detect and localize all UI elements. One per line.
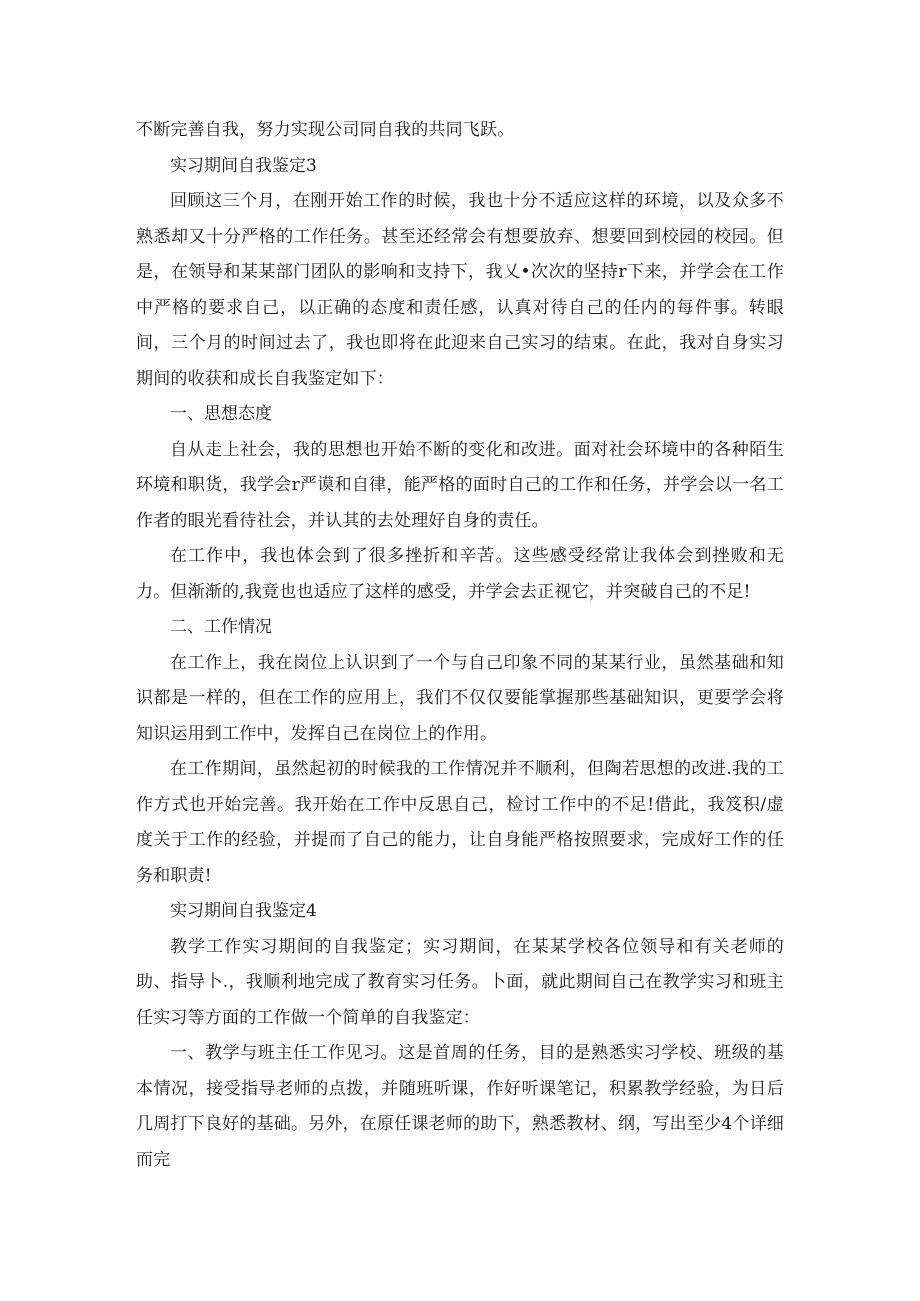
- paragraph-attitude: 自从走上社会，我的思想也开始不断的变化和改进。面对社会环境中的各种陌生环境和职货，我学会r严谟和自律，能严格的面时自己的工作和任务，并学会以一名工作者的眼光看待社会，并认其的去处理好自身的责任。: [136, 439, 784, 531]
- paragraph-work-position: 在工作上，我在岗位上认识到了一个与自己印象不同的某某行业，虽然基础和知识都是一样的，但在工作的应用上，我们不仅仅要能掌握那些基础知识，更要学会将知识运用到工作中，发挥自己在岗位上的作用。: [136, 652, 784, 744]
- subheading-work: 二、工作情况: [170, 617, 272, 637]
- paragraph-continuation: 不断完善自我，努力实现公司同自我的共同飞跃。: [136, 120, 515, 140]
- subheading-attitude: 一、思想态度: [170, 404, 272, 424]
- section-heading-3: 实习期间自我鉴定3: [170, 155, 317, 176]
- document-body: [136, 113, 784, 1178]
- paragraph-review: 回顾这三个月，在刚开始工作的时候，我也十分不适应这样的环境，以及众多不熟悉却又十分严格的工作任务。甚至还经常会有想要放弃、想要回到校园的校园。但是，在领导和某某部门团队的影响和支持下，我乂•次次的坚持r下来，并学会在工作中严格的要求自己，以正确的态度和责任感，认真对待自己的任内的每件事。转眼间，三个月的时间过去了，我也即将在此迎来自己实习的结束。在此，我对自身实习期间的收获和成长自我鉴定如下：: [136, 191, 784, 389]
- paragraph-hardship: 在工作中，我也体会到了很多挫折和辛苦。这些感受经常让我体会到挫败和无力。但渐渐的,我竟也也适应了这样的感受，并学会去正视它，并突破自己的不足!: [136, 546, 784, 602]
- section-heading-4: 实习期间自我鉴定4: [170, 901, 317, 921]
- paragraph-teaching-intro: 教学工作实习期间的自我鉴定；实习期间，在某某学校各位领导和有关老师的助、指导卜.，我顺利地完成了教育实习任务。卜面，就此期间自己在教学实习和班主任实习等方面的工作做一个简单的自我鉴定：: [136, 936, 784, 1028]
- paragraph-teaching-observation: 一、教学与班主任工作见习。这是首周的任务，目的是熟悉实习学校、班级的基本情况，接受指导老师的点拨，并随班听课，作好听课笔记，积累教学经验，为日后几周打下良好的基础。另外，在原任课老师的助下，熟悉教材、纲，写出至少4个详细而完: [136, 1043, 784, 1170]
- paragraph-work-period: 在工作期间，虽然起初的时候我的工作情况并不顺利，但陶若思想的改进.我的工作方式也开始完善。我开始在工作中反思自己，检讨工作中的不足!借此，我笈积/虚度关于工作的经验，并提而了自己的能力，让自身能严格按照要求，完成好工作的任务和职责!: [136, 759, 784, 886]
